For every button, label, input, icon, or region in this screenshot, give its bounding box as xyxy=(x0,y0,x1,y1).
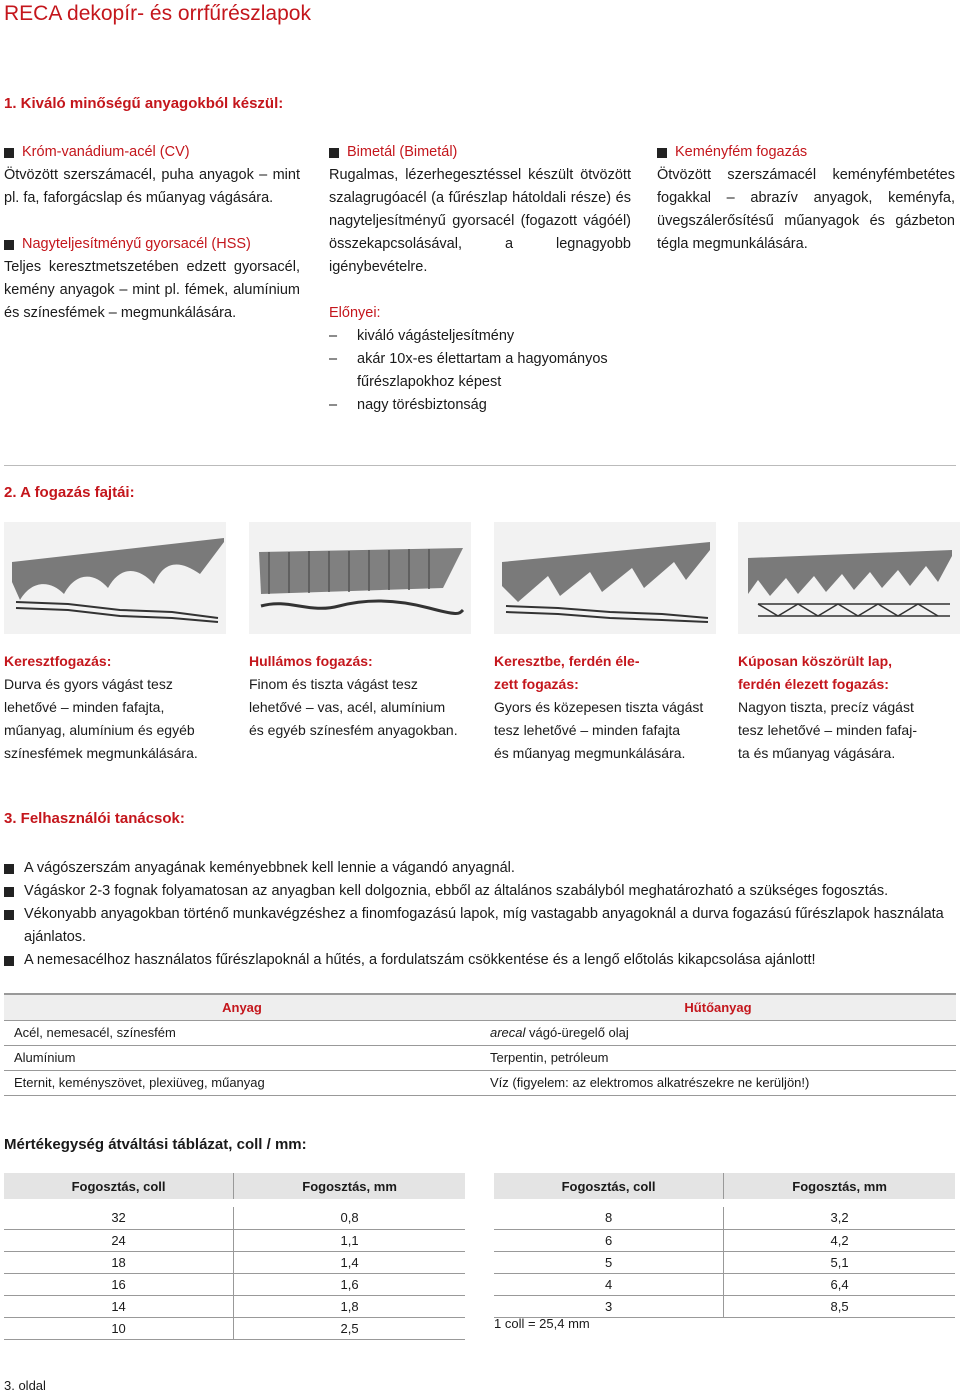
conversion-table-right: Fogosztás, coll Fogosztás, mm 8 3,2 6 4,2 5 5,1 4 6,4 3 8,5 xyxy=(494,1173,955,1318)
tooth-type-wavy: Hullámos fogazás: Finom és tiszta vágást tesz lehetővé – vas, acél, alumínium és egyéb színesfém anyagokban. xyxy=(249,653,458,738)
tip-item: A nemesacélhoz használatos fűrészlapoknál a hűtés, a fordulatszám csökkentése és a lengő előtolás kikapcsolása ajánlott! xyxy=(4,949,956,972)
bimetal-body: Rugalmas, lézerhegesztéssel készült ötvözött szalagrugóacél (a fűrészlap hátoldali része) és nagyteljesítményű gyorsacél (fogazott vágóél) összekapcsolásával, a legnagyobb igénybevételre. xyxy=(329,167,631,275)
table-row: Acél, nemesacél, színesfém arecal vágó-üregelő olaj xyxy=(4,1020,956,1045)
tips-list xyxy=(4,857,956,972)
bullet-square-icon xyxy=(657,148,667,158)
bullet-square-icon xyxy=(4,240,14,250)
table-row: 8 3,2 xyxy=(494,1207,955,1229)
table-row: 6 4,2 xyxy=(494,1229,955,1251)
bullet-square-icon xyxy=(329,148,339,158)
tooth-type-cross: Keresztfogazás: Durva és gyors vágást tesz lehetővé – minden fafajta, műanyag, alumínium és egyéb színesfémek megmunkálására. xyxy=(4,653,198,761)
coolant-table xyxy=(4,993,956,1096)
coolant-header-coolant: Hűtőanyag xyxy=(480,994,956,1020)
materials-col-3 xyxy=(657,141,955,256)
tip-item: A vágószerszám anyagának keményebbnek kell lennie a vágandó anyagnál. xyxy=(4,857,956,880)
conversion-heading: Mértékegység átváltási táblázat, coll / mm: xyxy=(4,1136,307,1153)
section2-heading: 2. A fogazás fajtái: xyxy=(4,484,135,501)
conversion-note: 1 coll = 25,4 mm xyxy=(494,1316,590,1331)
table-row: 4 6,4 xyxy=(494,1273,955,1295)
table-row: 24 1,1 xyxy=(4,1229,465,1251)
divider xyxy=(4,465,956,466)
hss-heading: Nagyteljesítményű gyorsacél (HSS) xyxy=(4,233,300,256)
table-row: 10 2,5 xyxy=(4,1317,465,1339)
section1-heading: 1. Kiváló minőségű anyagokból készül: xyxy=(4,95,284,112)
page-title: RECA dekopír- és orrfűrészlapok xyxy=(4,2,311,25)
conversion-table-left: Fogosztás, coll Fogosztás, mm 32 0,8 24 1,1 18 1,4 16 1,6 14 1,8 10 2,5 xyxy=(4,1173,465,1340)
tooth-type-taper: Kúposan köszörült lap, ferdén élezett fogazás: Nagyon tiszta, precíz vágást tesz lehetővé – minden fafaj- ta és műanyag vágására. xyxy=(738,653,917,761)
advantage-item: – akár 10x-es élettartam a hagyományos fűrészlapokhoz képest xyxy=(329,351,608,390)
table-row: 32 0,8 xyxy=(4,1207,465,1229)
carbide-heading: Keményfém fogazás xyxy=(657,141,955,164)
section3-heading: 3. Felhasználói tanácsok: xyxy=(4,810,185,827)
advantage-item: – kiváló vágásteljesítmény xyxy=(329,328,515,344)
cross-tooth-illustration xyxy=(4,522,226,634)
table-row: 5 5,1 xyxy=(494,1251,955,1273)
tip-item: Vékonyabb anyagokban történő munkavégzéshez a finomfogazású lapok, míg vastagabb anyagoknál a durva fogazású fűrészlapok használata ajánlatos. xyxy=(4,903,956,949)
advantages-title: Előnyei: xyxy=(329,305,381,321)
tooth-type-set-bevel: Keresztbe, ferdén éle- zett fogazás: Gyors és közepesen tiszta vágást tesz lehetővé – minden fafajta és műanyag megmunkálására. xyxy=(494,653,704,761)
bimetal-heading: Bimetál (Bimetál) xyxy=(329,141,631,164)
table-row: 16 1,6 xyxy=(4,1273,465,1295)
cv-heading: Króm-vanádium-acél (CV) xyxy=(4,141,300,164)
bullet-square-icon xyxy=(4,910,14,920)
hss-body: Teljes keresztmetszetében edzett gyorsacél, kemény anyagok – mint pl. fémek, alumínium és színesfémek – megmunkálására. xyxy=(4,259,300,321)
bullet-square-icon xyxy=(4,887,14,897)
coolant-header-material: Anyag xyxy=(4,994,480,1020)
wavy-tooth-illustration xyxy=(249,522,471,634)
bullet-square-icon xyxy=(4,148,14,158)
brand-name: arecal xyxy=(490,1025,526,1040)
table-row: Eternit, keményszövet, plexiüveg, műanyag Víz (figyelem: az elektromos alkatrészekre ne kerüljön!) xyxy=(4,1070,956,1095)
carbide-body: Ötvözött szerszámacél keményfémbetétes fogakkal – abrazív anyagok, keményfa, üvegszálerősítésű műanyagok és gázbeton tégla megmunkálására. xyxy=(657,167,955,252)
table-row: Alumínium Terpentin, petróleum xyxy=(4,1045,956,1070)
bullet-square-icon xyxy=(4,864,14,874)
cv-body: Ötvözött szerszámacél, puha anyagok – mint pl. fa, faforgácslap és műanyag vágására. xyxy=(4,167,300,206)
table-row: 18 1,4 xyxy=(4,1251,465,1273)
advantage-item: – nagy törésbiztonság xyxy=(329,397,487,413)
tip-item: Vágáskor 2-3 fognak folyamatosan az anyagban kell dolgoznia, ebből az általános szabályból meghatározható a szükséges fogosztás. xyxy=(4,880,956,903)
bullet-square-icon xyxy=(4,956,14,966)
set-bevel-tooth-illustration xyxy=(494,522,716,634)
table-row: 3 8,5 xyxy=(494,1295,955,1317)
taper-ground-illustration xyxy=(738,522,960,634)
page-number: 3. oldal xyxy=(4,1378,46,1393)
table-row: 14 1,8 xyxy=(4,1295,465,1317)
materials-col-1 xyxy=(4,141,300,325)
materials-col-2 xyxy=(329,141,631,417)
